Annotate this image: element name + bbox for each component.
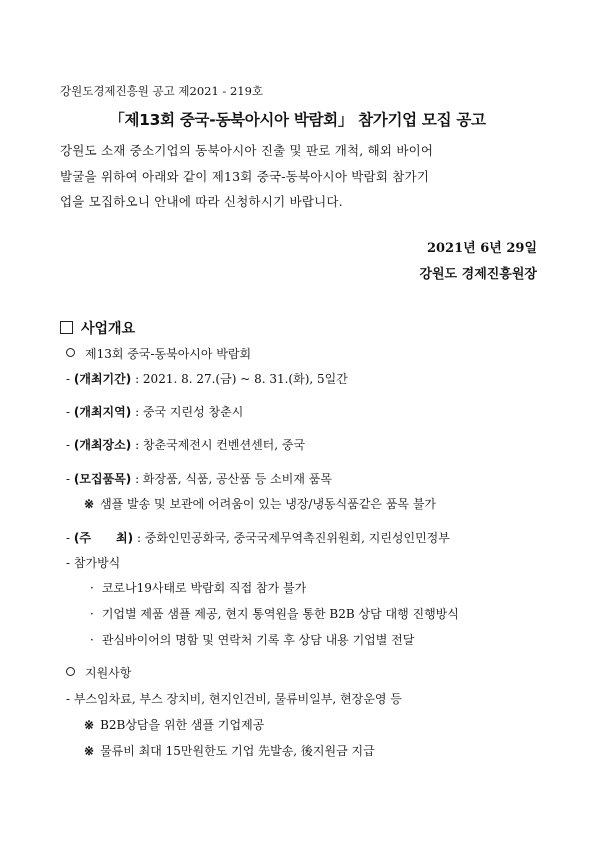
region-line: - (개최지역) : 중국 지린성 창춘시 bbox=[66, 405, 244, 419]
venue-line: - (개최장소) : 창춘국제전시 컨벤션센터, 중국 bbox=[66, 438, 306, 452]
intro-line: 업을 모집하오니 안내에 따라 신청하시기 바랍니다. bbox=[60, 194, 343, 209]
host-line: - (주 최) : 중화인민공화국, 중국국제무역촉진위원회, 지린성인민정부 bbox=[66, 531, 450, 545]
items-value: : 화장품, 식품, 공산품 등 소비재 품목 bbox=[135, 472, 332, 486]
section-heading bbox=[60, 318, 135, 338]
region-label: (개최지역) bbox=[73, 405, 132, 419]
support-detail: 부스임차료, 부스 장치비, 현지인건비, 물류비일부, 현장운영 등 bbox=[73, 692, 402, 706]
section-title: 사업개요 bbox=[81, 321, 136, 337]
notice-title: 「제13회 중국-동북아시아 박람회」 참가기업 모집 공고 bbox=[109, 111, 486, 129]
items-label: (모집품목) bbox=[73, 472, 132, 486]
region-value: : 중국 지린성 창춘시 bbox=[135, 405, 244, 419]
intro-line: 강원도 소재 중소기업의 동북아시아 진출 및 판로 개척, 해외 바이어 bbox=[60, 143, 434, 158]
period-label: (개최기간) bbox=[73, 372, 132, 386]
support-heading-line bbox=[66, 664, 131, 681]
square-bullet-icon bbox=[60, 321, 73, 334]
items-note-line: ※ 샘플 발송 및 보관에 어려움이 있는 냉장/냉동식품같은 품목 불가 bbox=[84, 497, 437, 511]
support-title: 지원사항 bbox=[85, 666, 132, 680]
method-bullet: · 코로나19사태로 박람회 직접 참가 불가 bbox=[90, 581, 307, 595]
venue-label: (개최장소) bbox=[73, 438, 132, 452]
document-number: 강원도경제진흥원 공고 제2021 - 219호 bbox=[60, 84, 264, 98]
circle-bullet-icon bbox=[66, 667, 75, 676]
host-label: (주 최) bbox=[73, 531, 134, 545]
note-mark: ※ bbox=[84, 497, 95, 511]
items-line: - (모집품목) : 화장품, 식품, 공산품 등 소비재 품목 bbox=[66, 472, 332, 486]
method-label: 참가방식 bbox=[73, 556, 121, 570]
period-value: : 2021. 8. 27.(금) ~ 8. 31.(화), 5일간 bbox=[135, 372, 348, 386]
support-detail-line: - 부스임차료, 부스 장치비, 현지인건비, 물류비일부, 현장운영 등 bbox=[66, 692, 402, 706]
note-mark: ※ bbox=[84, 744, 95, 758]
event-name-line: 제13회 중국-동북아시아 박람회 bbox=[66, 345, 251, 362]
issue-date: 2021년 6년 29일 bbox=[426, 241, 537, 256]
host-value: : 중화인민공화국, 중국국제무역촉진위원회, 지린성인민정부 bbox=[136, 531, 450, 545]
support-note-line: ※ B2B상담을 위한 샘플 기업제공 bbox=[84, 718, 265, 732]
issuer-name: 강원도 경제진흥원장 bbox=[419, 267, 537, 282]
support-note-line: ※ 물류비 최대 15만원한도 기업 先발송, 後지원금 지급 bbox=[84, 744, 375, 758]
note-mark: ※ bbox=[84, 718, 95, 732]
circle-bullet-icon bbox=[66, 348, 75, 357]
period-line: - (개최기간) : 2021. 8. 27.(금) ~ 8. 31.(화), 5일간 bbox=[66, 372, 348, 386]
intro-paragraph bbox=[60, 138, 550, 215]
venue-value: : 창춘국제전시 컨벤션센터, 중국 bbox=[135, 438, 306, 452]
method-bullet: · 관심바이어의 명함 및 연락처 기록 후 상담 내용 기업별 전달 bbox=[90, 633, 415, 647]
method-bullet: · 기업별 제품 샘플 제공, 현지 통역원을 통한 B2B 상담 대행 진행방식 bbox=[90, 607, 459, 621]
method-line: - 참가방식 bbox=[66, 556, 121, 570]
intro-line: 발굴을 위하여 아래와 같이 제13회 중국-동북아시아 박람회 참가기 bbox=[60, 168, 430, 184]
